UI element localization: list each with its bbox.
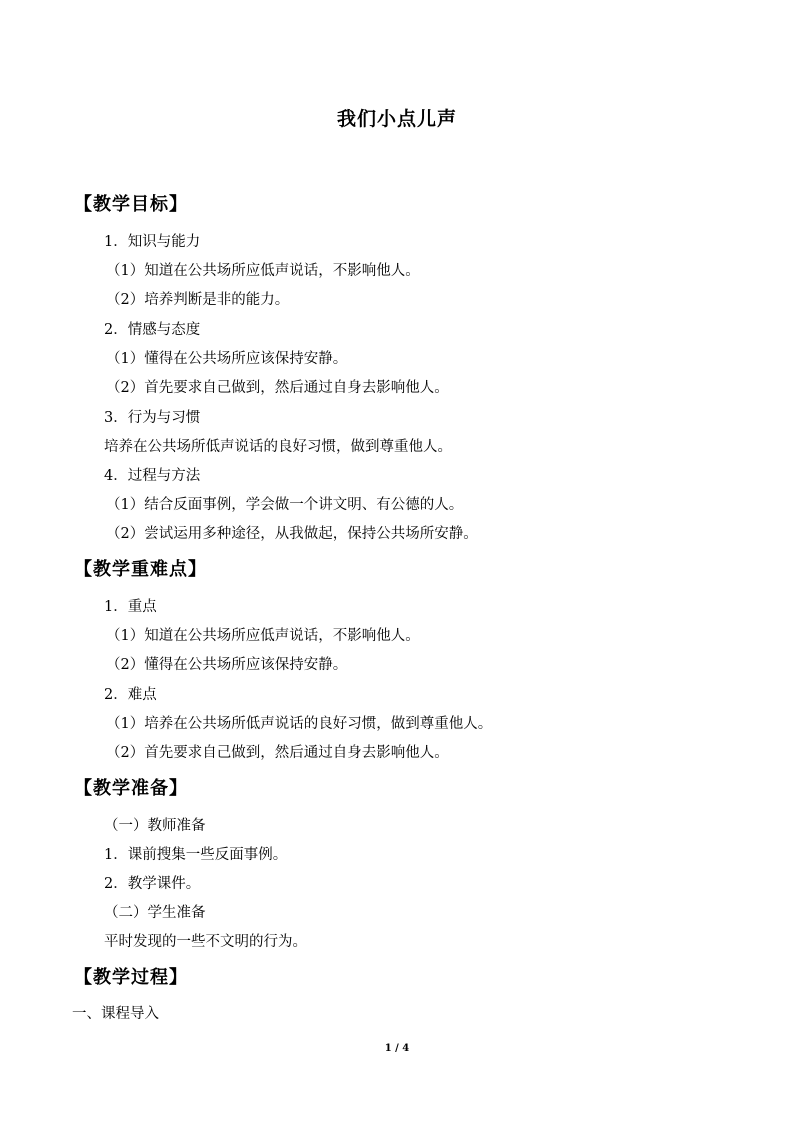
goals-line: 2．情感与态度: [104, 322, 201, 338]
goals-line: 3．行为与习惯: [104, 410, 201, 426]
section-heading-preparation: 【教学准备】: [74, 778, 188, 799]
goals-line: （1）懂得在公共场所应该保持安静。: [106, 351, 348, 367]
preparation-line: 1．课前搜集一些反面事例。: [104, 847, 288, 863]
goals-line: 培养在公共场所低声说话的良好习惯，做到尊重他人。: [104, 439, 452, 455]
preparation-line: （一）教师准备: [104, 818, 206, 834]
goals-line: （2）尝试运用多种途径，从我做起，保持公共场所安静。: [106, 526, 478, 542]
page-number: 1 / 4: [384, 1043, 410, 1054]
goals-line: （1）知道在公共场所应低声说话，不影响他人。: [106, 263, 420, 279]
section-heading-process: 【教学过程】: [74, 967, 188, 988]
key-points-line: （2）懂得在公共场所应该保持安静。: [106, 657, 348, 673]
section-heading-key-points: 【教学重难点】: [74, 559, 207, 580]
section-heading-goals: 【教学目标】: [74, 194, 188, 215]
preparation-line: 2．教学课件。: [104, 876, 201, 892]
key-points-line: （1）知道在公共场所应低声说话，不影响他人。: [106, 628, 420, 644]
goals-line: 1．知识与能力: [104, 234, 201, 250]
goals-line: （2）培养判断是非的能力。: [106, 292, 290, 308]
document-title: 我们小点儿声: [336, 108, 457, 130]
goals-line: 4．过程与方法: [104, 468, 201, 484]
preparation-line: 平时发现的一些不文明的行为。: [104, 934, 307, 950]
key-points-line: 2．难点: [104, 687, 157, 703]
key-points-line: （1）培养在公共场所低声说话的良好习惯，做到尊重他人。: [106, 716, 493, 732]
goals-line: （1）结合反面事例，学会做一个讲文明、有公德的人。: [106, 497, 464, 513]
key-points-line: 1．重点: [104, 599, 157, 615]
preparation-line: （二）学生准备: [104, 905, 206, 921]
process-line: 一、课程导入: [72, 1006, 159, 1022]
goals-line: （2）首先要求自己做到，然后通过自身去影响他人。: [106, 380, 449, 396]
key-points-line: （2）首先要求自己做到，然后通过自身去影响他人。: [106, 745, 449, 761]
